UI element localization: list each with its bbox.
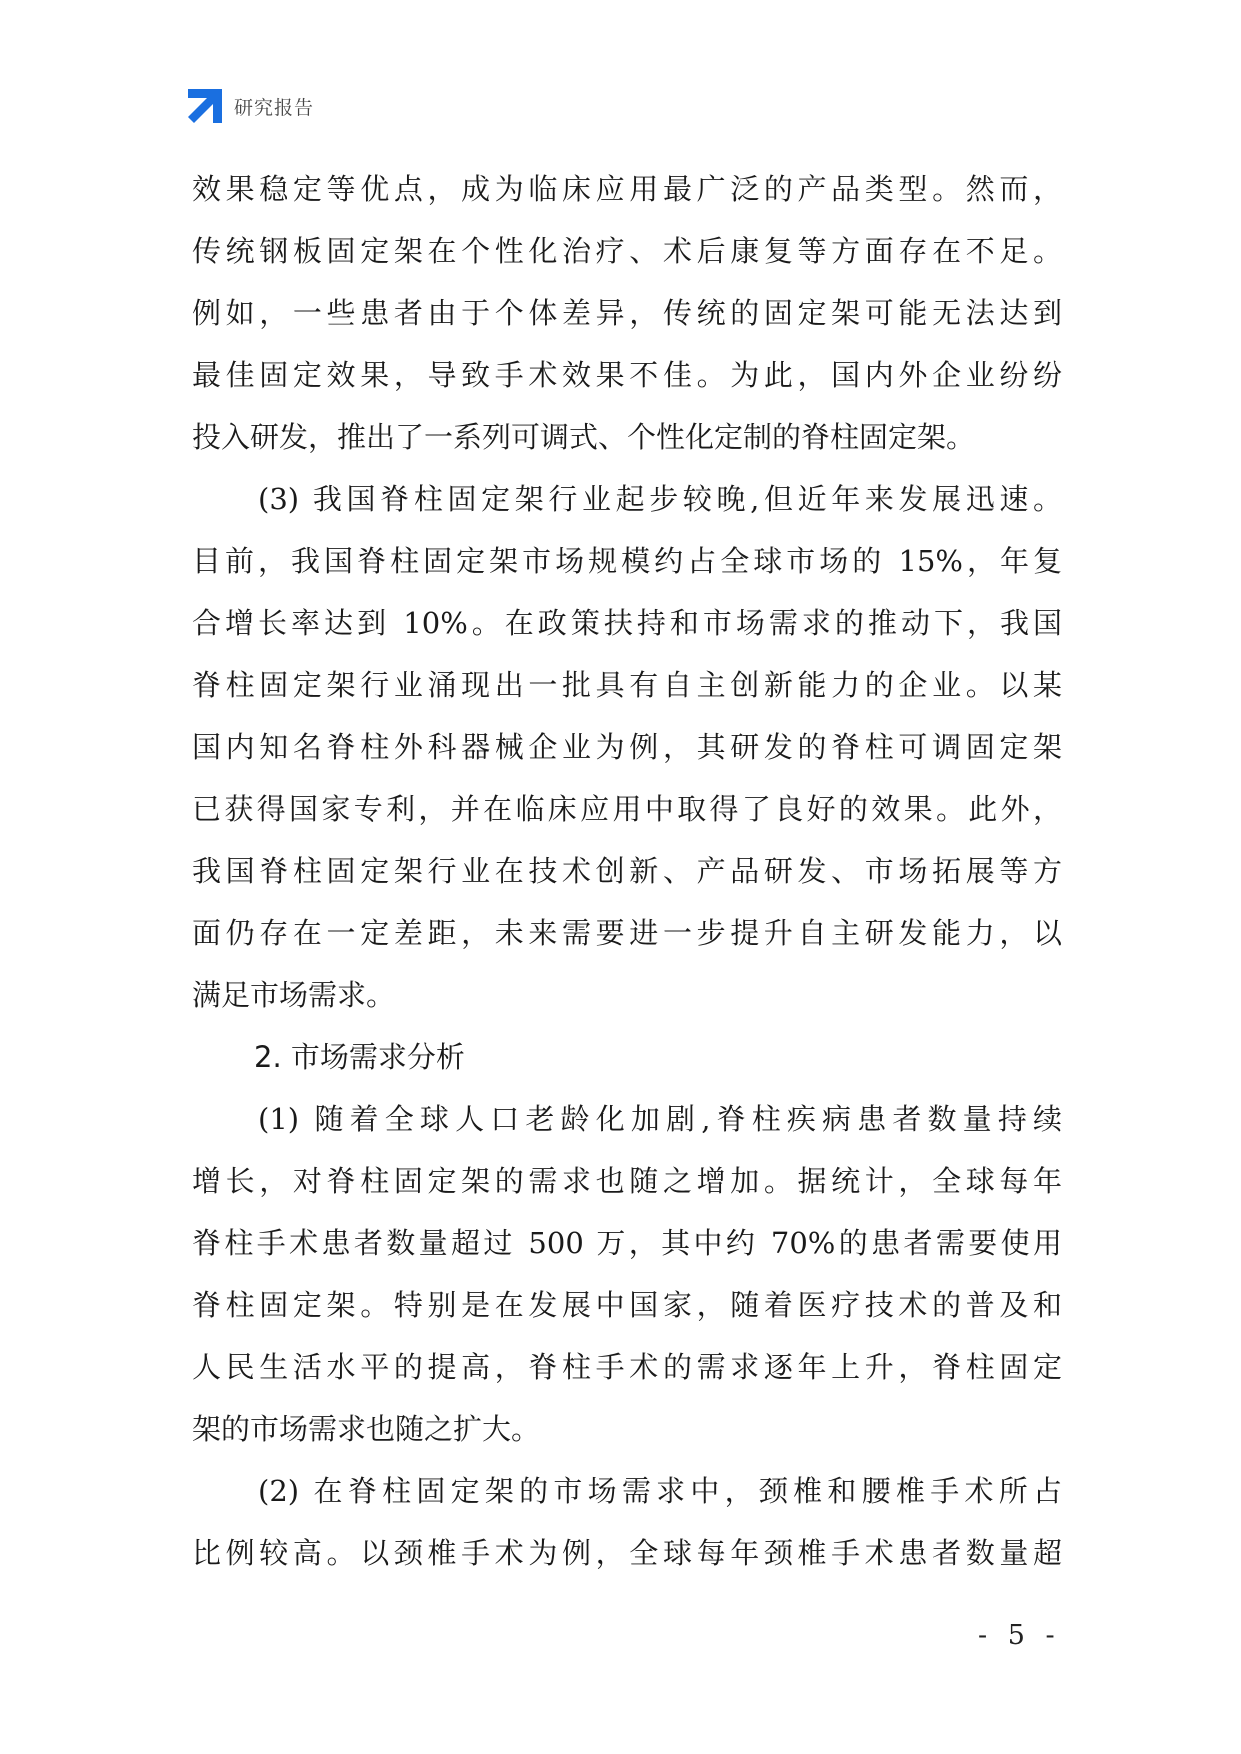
section-heading: [192, 1026, 1062, 1088]
text-line: 已获得国家专利，并在临床应用中取得了良好的效果。此外，: [192, 792, 1062, 826]
text-line: (3) 我国脊柱固定架行业起步较晚,但近年来发展迅速。: [258, 482, 1062, 516]
document-body: [192, 158, 1062, 1584]
section-number: 2.: [254, 1040, 282, 1074]
text-line: 面仍存在一定差距，未来需要进一步提升自主研发能力，以: [192, 916, 1062, 950]
text-line: 脊柱固定架。特别是在发展中国家，随着医疗技术的普及和: [192, 1288, 1062, 1322]
page-header: [188, 88, 314, 124]
text-line: 投入研发，推出了一系列可调式、个性化定制的脊柱固定架。: [192, 420, 976, 454]
text-line: (2) 在脊柱固定架的市场需求中，颈椎和腰椎手术所占: [258, 1474, 1062, 1508]
text-line: 我国脊柱固定架行业在技术创新、产品研发、市场拓展等方: [192, 854, 1062, 888]
text-line: 国内知名脊柱外科器械企业为例，其研发的脊柱可调固定架: [192, 730, 1062, 764]
text-line: 比例较高。以颈椎手术为例，全球每年颈椎手术患者数量超: [192, 1536, 1062, 1570]
text-line: 例如，一些患者由于个体差异，传统的固定架可能无法达到: [192, 296, 1062, 330]
text-line: 脊柱手术患者数量超过 500 万，其中约 70%的患者需要使用: [192, 1226, 1062, 1260]
text-line: (1) 随着全球人口老龄化加剧,脊柱疾病患者数量持续: [258, 1102, 1062, 1136]
header-title: 研究报告: [234, 96, 315, 119]
text-line: 脊柱固定架行业涌现出一批具有自主创新能力的企业。以某: [192, 668, 1062, 702]
text-line: 架的市场需求也随之扩大。: [192, 1412, 541, 1446]
page-number: - 5 -: [978, 1620, 1061, 1651]
text-line: 效果稳定等优点，成为临床应用最广泛的产品类型。然而，: [192, 172, 1062, 206]
text-line: 目前，我国脊柱固定架市场规模约占全球市场的 15%，年复: [192, 544, 1062, 578]
text-line: 合增长率达到 10%。在政策扶持和市场需求的推动下，我国: [192, 606, 1062, 640]
section-title: 市场需求分析: [290, 1040, 465, 1074]
text-line: 满足市场需求。: [192, 978, 396, 1012]
text-line: 人民生活水平的提高，脊柱手术的需求逐年上升，脊柱固定: [192, 1350, 1062, 1384]
arrow-up-right-icon: [188, 89, 222, 123]
text-line: 传统钢板固定架在个性化治疗、术后康复等方面存在不足。: [192, 234, 1062, 268]
text-line: 增长，对脊柱固定架的需求也随之增加。据统计，全球每年: [192, 1164, 1062, 1198]
text-line: 最佳固定效果，导致手术效果不佳。为此，国内外企业纷纷: [192, 358, 1062, 392]
